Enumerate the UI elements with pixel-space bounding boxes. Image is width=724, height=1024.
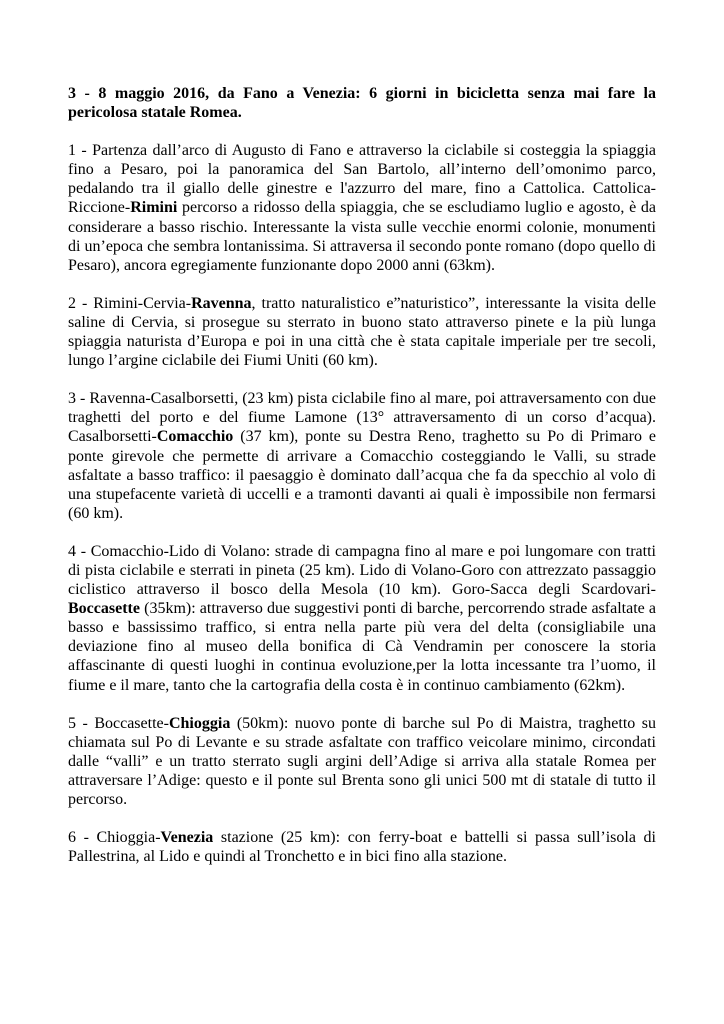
paragraph-text: (35km): attraverso due suggestivi ponti di barche, percorrendo strade asfaltate a basso e bassissimo traffico, si entra nella parte più vera del delta (consigliabile una deviazione fino al museo della bonifica di Cà Vendramin per conoscere la storia affascinante di questi luoghi in continua evoluzione,per la lotta incessante tra l’uomo, il fiume e il mare, tanto che la cartografia della costa è in continuo cambiamento (62km). [68, 600, 656, 694]
city-name: Ravenna [191, 294, 252, 312]
city-name: Venezia [160, 829, 214, 847]
paragraph-day-1 [68, 141, 656, 275]
paragraph-day-3 [68, 389, 656, 523]
document-page [68, 84, 656, 885]
paragraph-day-2 [68, 294, 656, 370]
city-name: Boccasette [68, 600, 140, 618]
paragraph-text: stazione (25 km): con ferry-boat e battelli si passa sull’isola di Pallestrina, al Lido e quindi al Tronchetto e in bici fino alla stazione. [68, 829, 656, 866]
paragraph-text: 5 - Boccasette- [68, 714, 169, 732]
paragraph-text: percorso a ridosso della spiaggia, che se escludiamo luglio e agosto, è da considerare a basso rischio. Interessante la vista sulle vecchie enormi colonie, monumenti di un’epoca che sembra lontanissima. Si attraversa il secondo ponte romano (dopo quello di Pesaro), ancora egregiamente funzionante dopo 2000 anni (63km). [68, 199, 656, 274]
city-name: Chioggia [168, 714, 231, 732]
paragraph-text: 4 - Comacchio-Lido di Volano: strade di campagna fino al mare e poi lungomare con tratti di pista ciclabile e sterrati in pineta (25 km). Lido di Volano-Goro con attrezzato passaggio ciclistico attraverso il bosco della Mesola (10 km). Goro-Sacca degli Scardovari- [68, 542, 656, 599]
city-name: Rimini [130, 199, 178, 217]
paragraph-day-5 [68, 714, 656, 809]
paragraph-text: (50km): nuovo ponte di barche sul Po di Maistra, traghetto su chiamata sul Po di Levante e su strade asfaltate con traffico veicolare minimo, circondati dalle “valli” e un tratto sterrato sugli argini dell’Adige si arriva alla statale Romea per attraversare l’Adige: questo e il ponte sul Brenta sono gli unici 500 mt di statale di tutto il percorso. [68, 714, 657, 808]
document-title: 3 - 8 maggio 2016, da Fano a Venezia: 6 giorni in bicicletta senza mai fare la pericolosa statale Romea. [68, 85, 656, 122]
paragraph-text: 6 - Chioggia- [68, 829, 161, 847]
paragraph-text: 1 - Partenza dall’arco di Augusto di Fano e attraverso la ciclabile si costeggia la spiaggia fino a Pesaro, poi la panoramica del San Bartolo, all’interno dell’omonimo parco, pedalando tra il giallo delle ginestre e l'azzurro del mare, fino a Cattolica. Cattolica-Riccione- [68, 142, 656, 217]
paragraph-text: 2 - Rimini-Cervia- [68, 294, 192, 312]
paragraph-day-4 [68, 542, 656, 695]
paragraph-text: 3 - Ravenna-Casalborsetti, (23 km) pista ciclabile fino al mare, poi attraversamento con due traghetti del porto e del fiume Lamone (13° attraversamento di un corso d’acqua). Casalborsetti- [68, 390, 656, 446]
paragraph-text: (37 km), ponte su Destra Reno, traghetto su Po di Primaro e ponte girevole che permette di arrivare a Comacchio costeggiando le Valli, su strade asfaltate a basso traffico: il paesaggio è dominato dall’acqua che fa da specchio al volo di una stupefacente varietà di uccelli e a tramonti davanti ai quali è impossibile non fermarsi (60 km). [68, 428, 656, 522]
city-name: Comacchio [156, 428, 234, 446]
paragraph-day-6 [68, 828, 656, 866]
paragraph-text: , tratto naturalistico e”naturistico”, interessante la visita delle saline di Cervia, si prosegue su sterrato in buono stato attraverso pinete e la più lunga spiaggia naturista d’Europa e poi in una città che è stata capitale imperiale per tre secoli, lungo l’argine ciclabile dei Fiumi Uniti (60 km). [68, 294, 656, 370]
